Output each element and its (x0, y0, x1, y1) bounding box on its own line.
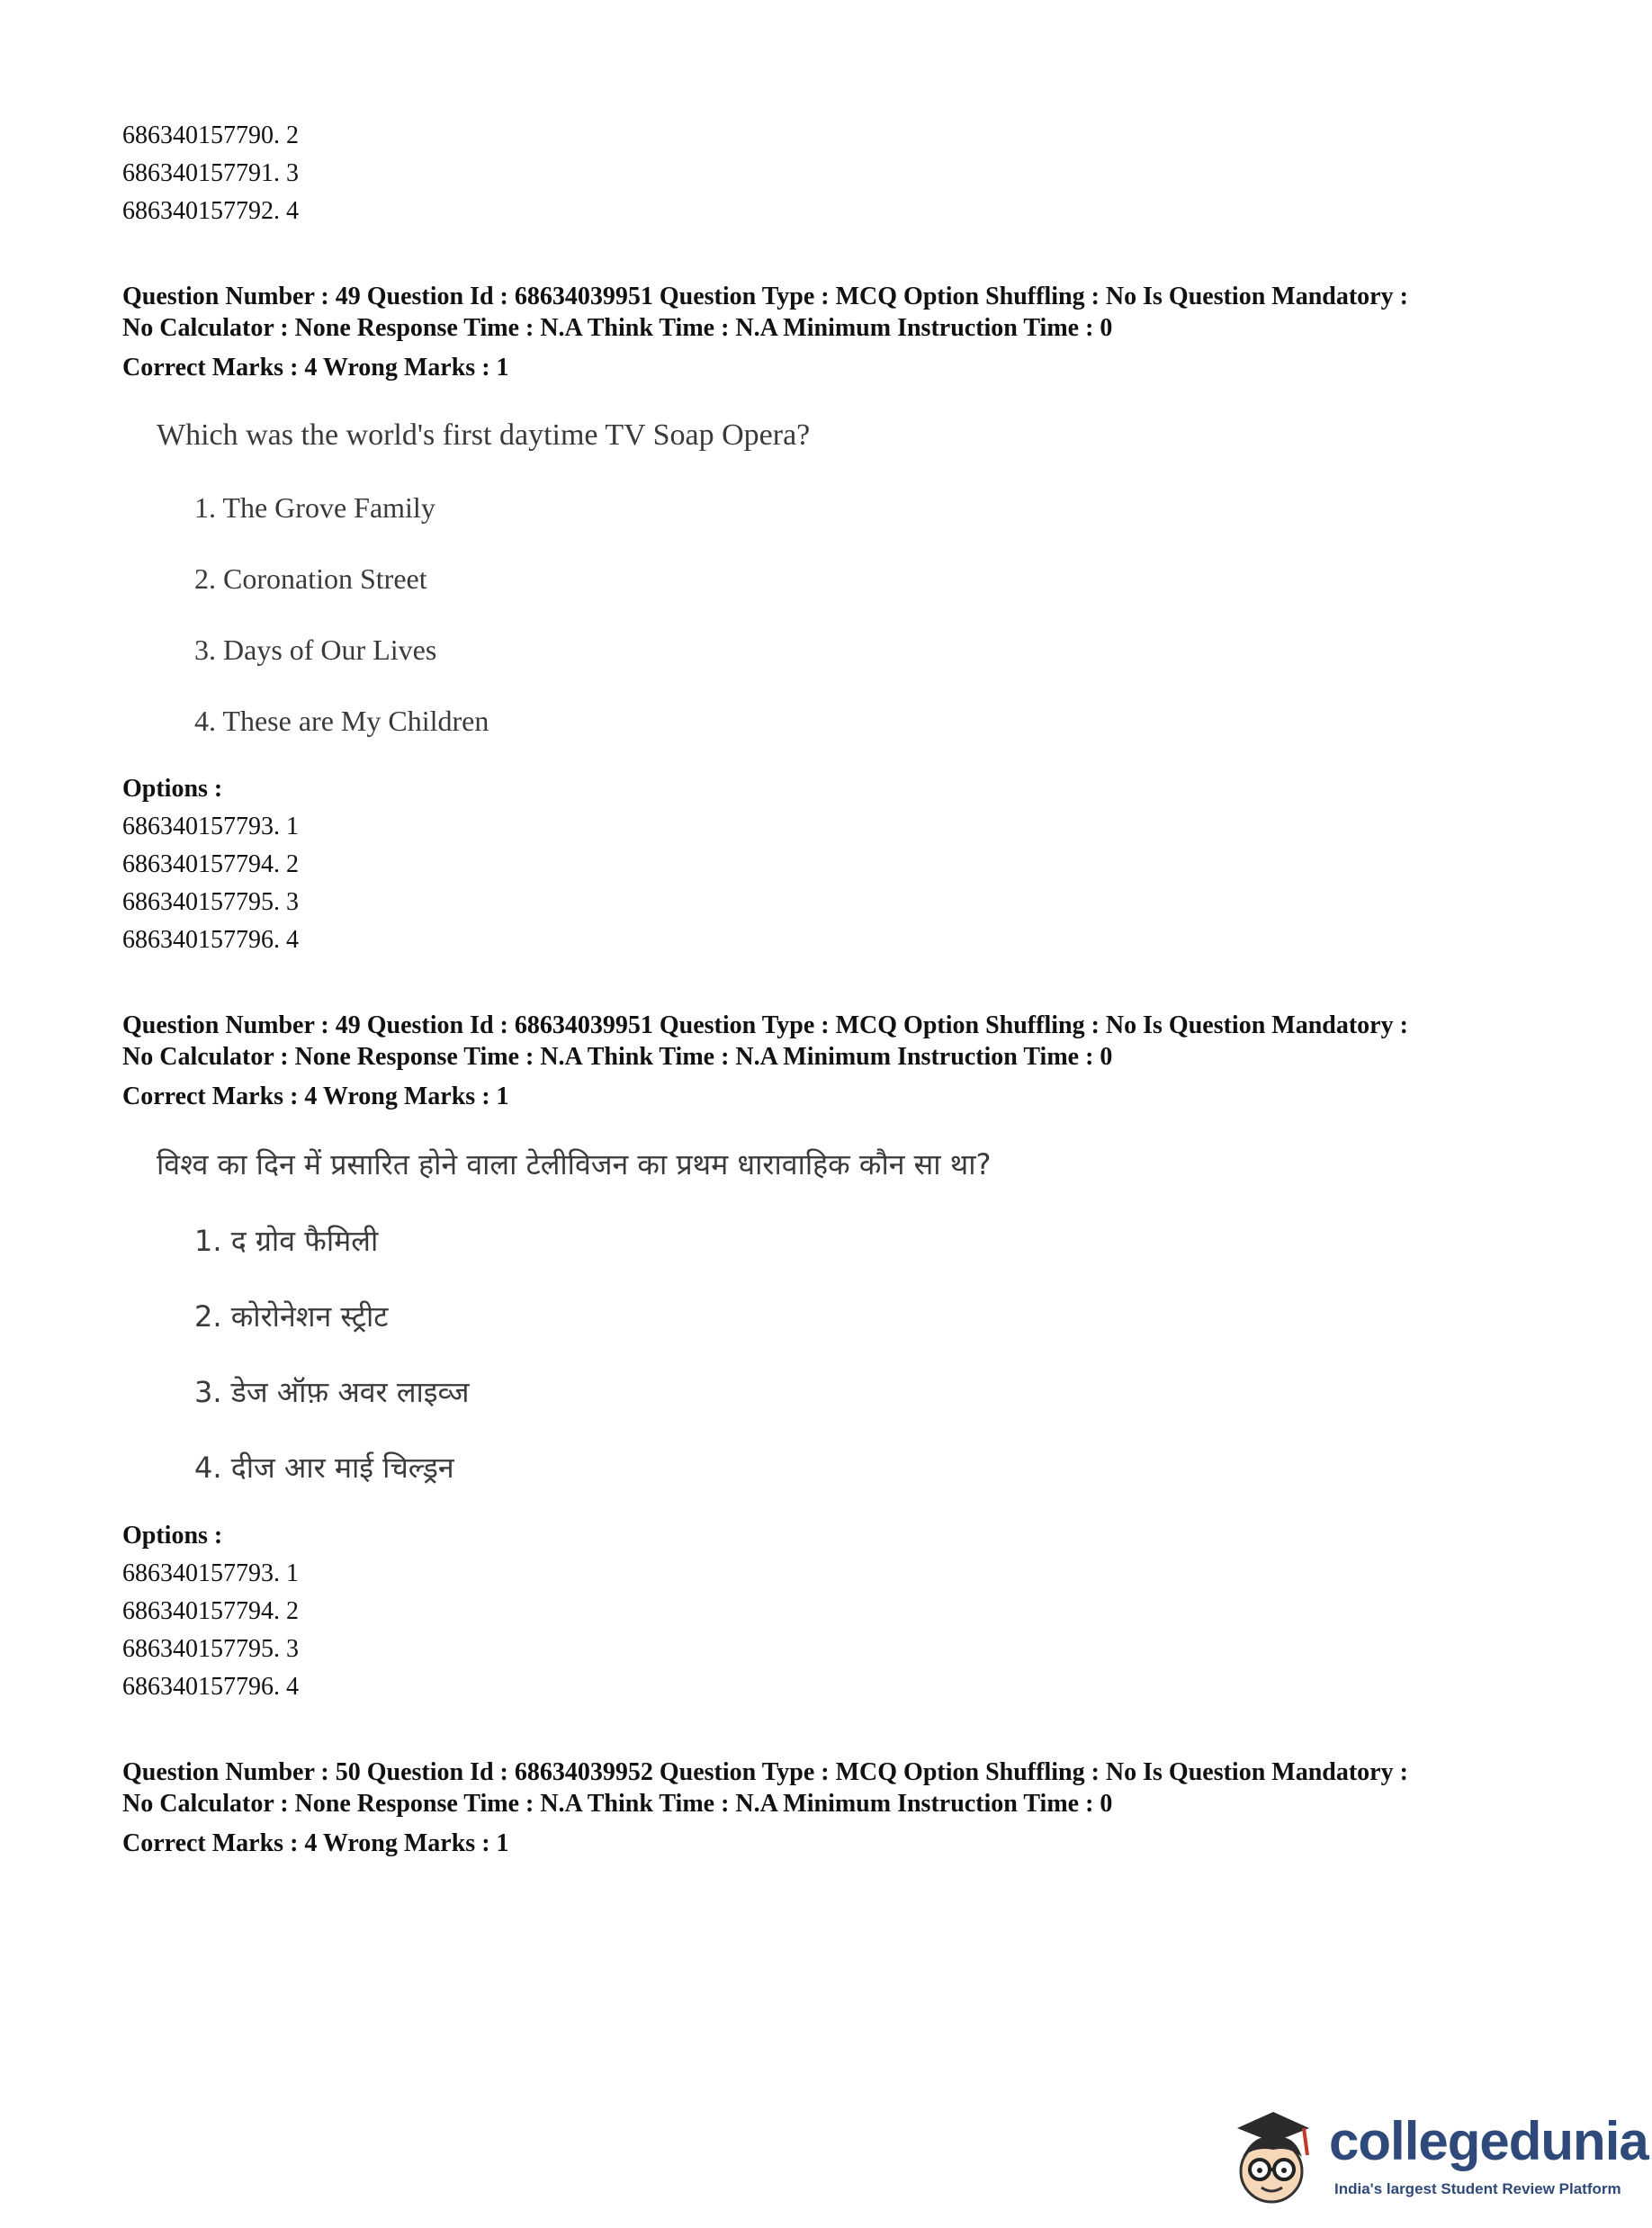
answer-choice: 3. डेज ऑफ़ अवर लाइव्ज (194, 1375, 470, 1409)
option-line: 686340157796. 4 (122, 926, 299, 954)
answer-choice: 1. The Grove Family (194, 491, 435, 524)
option-line: 686340157796. 4 (122, 1673, 299, 1701)
option-line: 686340157795. 3 (122, 888, 299, 916)
question-meta (122, 281, 1562, 344)
question-image (122, 414, 1562, 741)
logo-tagline: India's largest Student Review Platform (1334, 2180, 1621, 2197)
question-image (122, 1143, 1562, 1488)
question-text: Which was the world's first daytime TV Soap Opera? (157, 418, 811, 452)
answer-choice: 2. Coronation Street (194, 562, 427, 595)
answer-choice: 1. द ग्रोव फैमिली (194, 1224, 379, 1258)
exam-page (122, 117, 1562, 1863)
logo-wordmark: collegedunia (1329, 2111, 1648, 2171)
option-line: 686340157792. 4 (122, 197, 299, 225)
collegedunia-logo (1219, 2101, 1648, 2218)
option-line: 686340157793. 1 (122, 813, 299, 840)
answer-choice: 4. These are My Children (194, 705, 489, 737)
question-meta-line2: No Calculator : None Response Time : N.A Think Time : N.A Minimum Instruction Time : 0 (122, 314, 1113, 342)
question-meta (122, 1010, 1562, 1073)
question-block-49-english (122, 281, 1562, 959)
previous-options (122, 117, 1562, 230)
question-meta-line1: Question Number : 49 Question Id : 68634039951 Question Type : MCQ Option Shuffling : No Is Question Mandatory : (122, 1011, 1408, 1039)
answer-choice: 2. कोरोनेशन स्ट्रीट (194, 1299, 389, 1334)
option-line: 686340157795. 3 (122, 1635, 299, 1663)
options-heading: Options : (122, 1522, 223, 1550)
question-marks: Correct Marks : 4 Wrong Marks : 1 (122, 1083, 509, 1110)
answer-choice: 3. Days of Our Lives (194, 633, 437, 666)
option-line: 686340157790. 2 (122, 121, 299, 149)
option-line: 686340157794. 2 (122, 850, 299, 878)
option-line: 686340157793. 1 (122, 1559, 299, 1587)
question-block-49-hindi (122, 1010, 1562, 1706)
question-meta-line1: Question Number : 49 Question Id : 68634039951 Question Type : MCQ Option Shuffling : No Is Question Mandatory : (122, 283, 1408, 310)
option-line: 686340157791. 3 (122, 159, 299, 187)
question-marks: Correct Marks : 4 Wrong Marks : 1 (122, 354, 509, 382)
question-meta-line1: Question Number : 50 Question Id : 68634039952 Question Type : MCQ Option Shuffling : No Is Question Mandatory : (122, 1758, 1408, 1786)
option-line: 686340157794. 2 (122, 1597, 299, 1625)
question-meta (122, 1756, 1562, 1819)
answer-choice: 4. दीज आर माई चिल्ड्रन (194, 1451, 454, 1485)
question-meta-line2: No Calculator : None Response Time : N.A Think Time : N.A Minimum Instruction Time : 0 (122, 1790, 1113, 1818)
question-meta-line2: No Calculator : None Response Time : N.A Think Time : N.A Minimum Instruction Time : 0 (122, 1043, 1113, 1071)
question-text: विश्व का दिन में प्रसारित होने वाला टेलीविजन का प्रथम धारावाहिक कौन सा था? (157, 1147, 992, 1181)
mascot-icon (1219, 2101, 1327, 2218)
options-heading: Options : (122, 775, 223, 803)
question-block-50 (122, 1756, 1562, 1863)
question-marks: Correct Marks : 4 Wrong Marks : 1 (122, 1829, 509, 1857)
